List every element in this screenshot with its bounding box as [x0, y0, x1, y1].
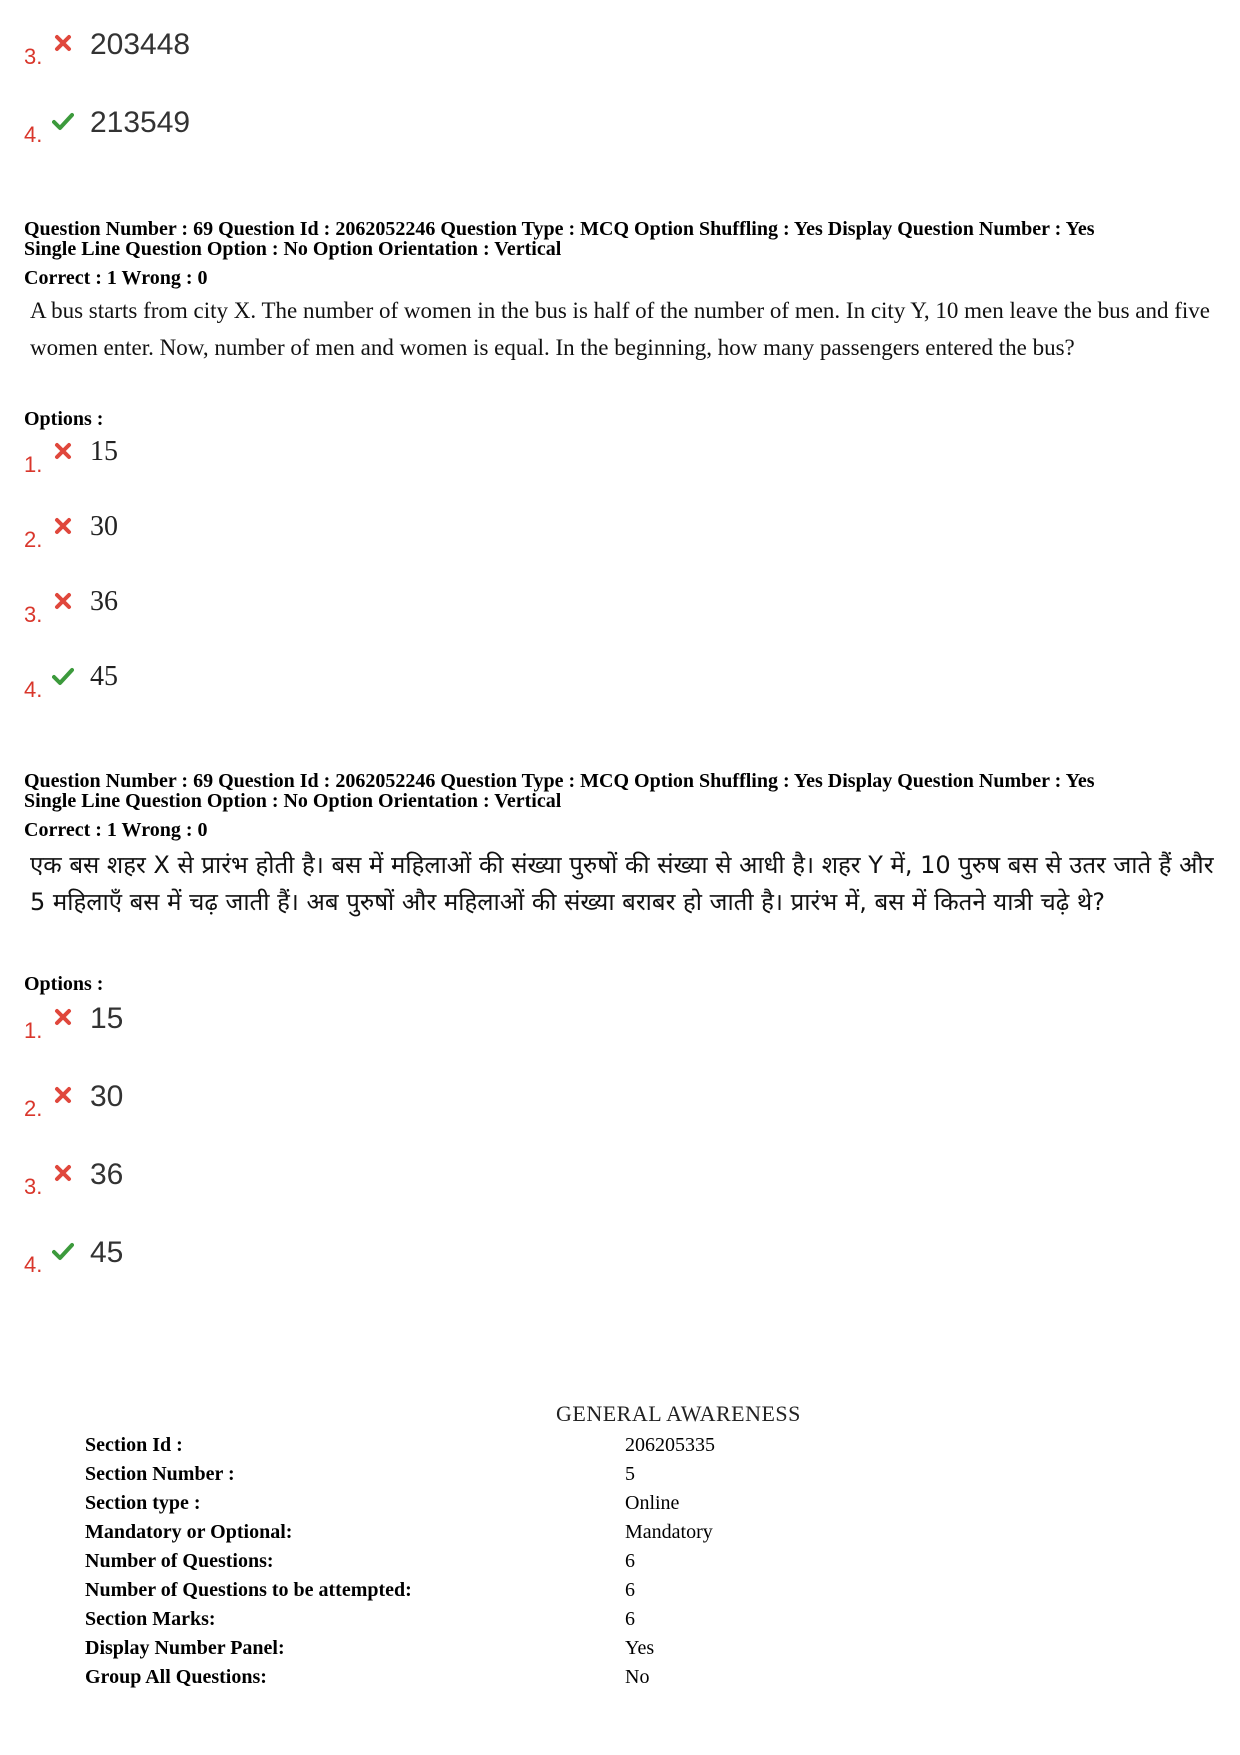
section-row: [0, 1637, 1240, 1665]
section-row: [0, 1492, 1240, 1520]
section-row-value: 5: [625, 1463, 635, 1485]
section-row: [0, 1579, 1240, 1607]
option-number: 1.: [24, 452, 43, 477]
option-number: 3.: [24, 602, 43, 627]
question-meta-line-1: Question Number : 69 Question Id : 2062052246 Question Type : MCQ Option Shuffling : Yes Display Question Number : Yes: [24, 218, 1095, 240]
question-text: A bus starts from city X. The number of women in the bus is half of the number of men. In city Y, 10 men leave the bus and five women enter. Now, number of men and women is equal. In the beginning, how many passengers entered the bus?: [30, 298, 1210, 360]
option-value: 15: [90, 1002, 124, 1035]
option-value: 30: [90, 511, 118, 542]
question-marks: Correct : 1 Wrong : 0: [24, 819, 208, 841]
section-row-value: 6: [625, 1550, 635, 1572]
cross-icon: [52, 32, 74, 54]
question-text-hindi: एक बस शहर X से प्रारंभ होती है। बस में महिलाओं की संख्या पुरुषों की संख्या से आधी है। शहर Y में, 10 पुरुष बस से उतर जाते हैं और 5 महिलाएँ बस में चढ़ जाती हैं। अब पुरुषों और महिलाओं की संख्या बराबर हो जाती है। प्रारंभ में, बस में कितने यात्री चढ़े थे?: [30, 851, 1214, 916]
options-label: Options :: [24, 408, 104, 430]
section-row: [0, 1463, 1240, 1491]
question-marks: Correct : 1 Wrong : 0: [24, 267, 208, 289]
option-number: 3.: [24, 1174, 43, 1199]
section-row-key: Number of Questions:: [85, 1550, 274, 1572]
cross-icon: [52, 1162, 74, 1184]
section-row-value: 6: [625, 1579, 635, 1601]
option-value: 45: [90, 1236, 124, 1269]
option-value: 45: [90, 661, 118, 692]
option-number: 2.: [24, 1096, 43, 1121]
option-number: 4.: [24, 1252, 43, 1277]
section-row: [0, 1550, 1240, 1578]
section-row-value: Yes: [625, 1637, 655, 1659]
section-row-key: Display Number Panel:: [85, 1637, 285, 1659]
section-row: [0, 1434, 1240, 1462]
option-number: 1.: [24, 1018, 43, 1043]
question-meta-line-1: Question Number : 69 Question Id : 2062052246 Question Type : MCQ Option Shuffling : Yes Display Question Number : Yes: [24, 770, 1095, 792]
section-row-key: Number of Questions to be attempted:: [85, 1579, 412, 1601]
option-value: 36: [90, 586, 118, 617]
cross-icon: [52, 515, 74, 537]
question-meta-line-2: Single Line Question Option : No Option Orientation : Vertical: [24, 790, 562, 812]
section-row: [0, 1521, 1240, 1549]
option-number: 4.: [24, 677, 43, 702]
section-row-key: Section Number :: [85, 1463, 235, 1485]
section-row: [0, 1666, 1240, 1694]
cross-icon: [52, 1084, 74, 1106]
section-row-value: 6: [625, 1608, 635, 1630]
check-icon: [52, 110, 74, 132]
cross-icon: [52, 440, 74, 462]
section-title: GENERAL AWARENESS: [556, 1401, 801, 1426]
cross-icon: [52, 1006, 74, 1028]
section-row-value: Mandatory: [625, 1521, 713, 1543]
question-meta-line-2: Single Line Question Option : No Option Orientation : Vertical: [24, 238, 562, 260]
check-icon: [52, 1240, 74, 1262]
option-number: 3.: [24, 44, 43, 69]
section-row-key: Section Marks:: [85, 1608, 216, 1630]
option-number: 4.: [24, 122, 43, 147]
section-row-key: Section Id :: [85, 1434, 183, 1456]
option-value: 213549: [90, 106, 191, 139]
option-value: 30: [90, 1080, 124, 1113]
section-row-value: Online: [625, 1492, 680, 1514]
option-value: 203448: [90, 28, 191, 61]
check-icon: [52, 665, 74, 687]
section-row-key: Section type :: [85, 1492, 201, 1514]
option-number: 2.: [24, 527, 43, 552]
section-row-value: 206205335: [625, 1434, 715, 1456]
option-value: 36: [90, 1158, 124, 1191]
section-row-key: Mandatory or Optional:: [85, 1521, 293, 1543]
option-value: 15: [90, 436, 118, 467]
section-row-value: No: [625, 1666, 650, 1688]
options-label: Options :: [24, 973, 104, 995]
section-row-key: Group All Questions:: [85, 1666, 267, 1688]
cross-icon: [52, 590, 74, 612]
section-row: [0, 1608, 1240, 1636]
